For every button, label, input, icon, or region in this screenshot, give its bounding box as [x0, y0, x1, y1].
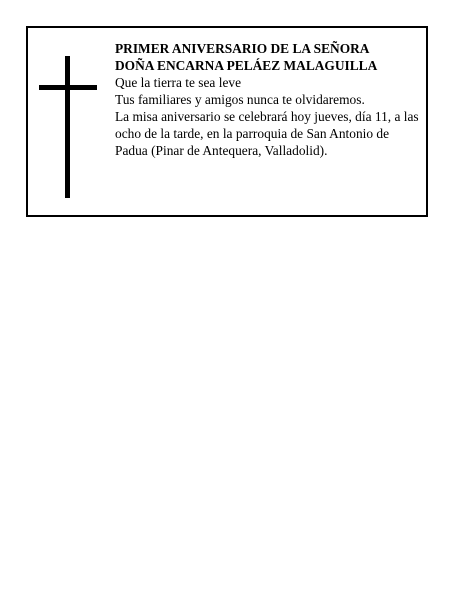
notice-text — [115, 40, 421, 159]
notice-family-message: Tus familiares y amigos nunca te olvidaremos. — [115, 92, 365, 107]
cross-vertical-bar — [65, 56, 70, 198]
notice-epitaph: Que la tierra te sea leve — [115, 75, 242, 90]
notice-title-line-2: DOÑA ENCARNA PELÁEZ MALAGUILLA — [115, 58, 378, 73]
cross-horizontal-bar — [39, 85, 97, 90]
notice-title-line-1: PRIMER ANIVERSARIO DE LA SEÑORA — [115, 41, 370, 56]
obituary-notice — [26, 26, 428, 217]
cross-icon — [39, 56, 97, 198]
notice-mass-details: La misa aniversario se celebrará hoy jueves, día 11, a las ocho de la tarde, en la parroquia de San Antonio de Padua (Pinar de Antequera, Valladolid). — [115, 109, 419, 158]
